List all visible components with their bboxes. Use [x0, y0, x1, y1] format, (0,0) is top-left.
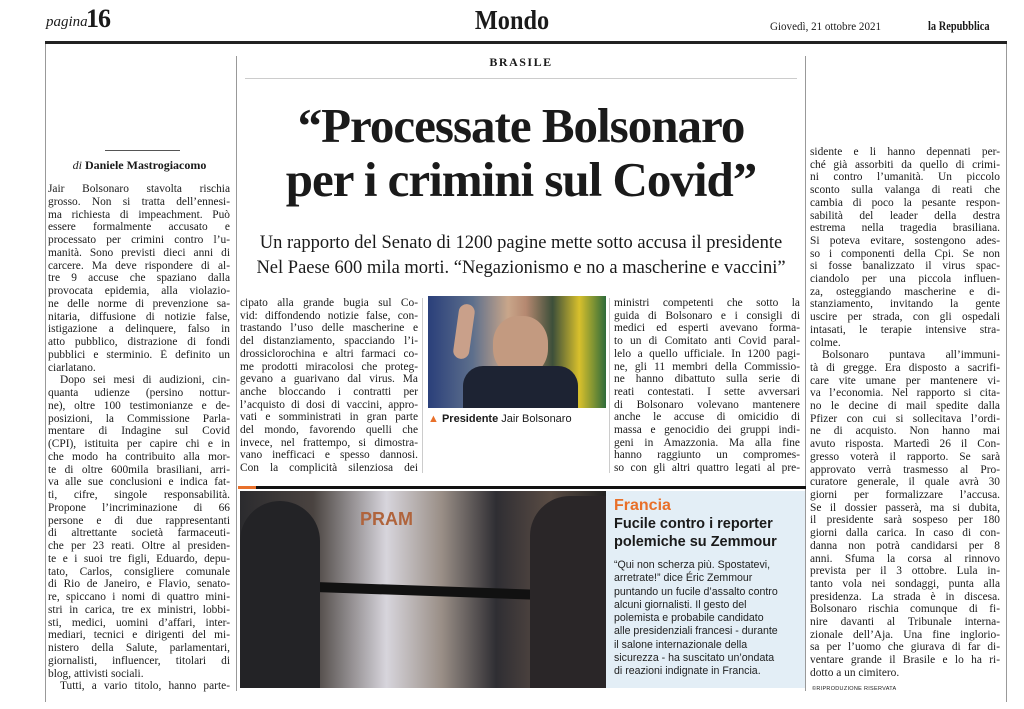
text-line: ne), oltre 100 testimonianze e de-	[48, 399, 230, 412]
bolsonaro-photo	[428, 296, 606, 408]
text-line: posizioni, la Commissione Parla-	[48, 412, 230, 425]
article-kicker: BRASILE	[489, 55, 553, 69]
text-line: so i componenti della Cpi. Se non	[810, 247, 1000, 260]
text-line: to un di Comitato anti Covid paral-	[614, 335, 800, 348]
text-line: te e i suoi tre figli, Eduardo, depu-	[48, 552, 230, 565]
text-line: mediari, tecnici e dirigenti del mi-	[48, 629, 230, 642]
suit-shape	[463, 366, 578, 408]
triangle-icon: ▲	[428, 413, 439, 425]
kicker-rule	[245, 78, 797, 79]
text-line: invece, nel frattempo, si dimostra-	[240, 436, 418, 449]
text-line: ministri competenti che sotto la	[614, 297, 800, 309]
text-line: colme.	[810, 336, 841, 349]
text-line: Se il dossier passerà, ma si dubita,	[810, 501, 1000, 514]
text-line: trastando l’uso delle mascherine e	[240, 322, 418, 335]
text-line: nire davanti al Tribunale interna-	[810, 616, 1000, 629]
text-line: massa e genocidio dei gruppi indi-	[614, 424, 800, 437]
box-kicker: Francia	[614, 497, 671, 514]
text-line: Dopo sei mesi di audizioni, cin-	[60, 374, 230, 387]
text-line: Bolsonaro rischia comunque di fi-	[810, 603, 1000, 616]
newspaper-logo: la Repubblica	[928, 18, 990, 33]
author-name: Daniele Mastrogiacomo	[84, 158, 207, 172]
subtitle-line: Nel Paese 600 mila morti. “Negazionismo e no a mascherine e vaccini”	[256, 258, 786, 278]
photo-caption	[428, 413, 572, 425]
text-line: intasati, le terapie intensive stra-	[810, 323, 1000, 336]
text-line: me prodotti miracolosi che proteg-	[240, 360, 418, 373]
text-line: ché già assorbiti da quello di crimi-	[810, 158, 1000, 171]
box-body	[614, 559, 797, 679]
text-line: va alle sue conclusioni e indica fat-	[48, 476, 230, 489]
text-line: sconto sulla valanga di reati che	[810, 184, 1000, 197]
text-line: stanziamento, invitando la gente	[810, 298, 1000, 311]
text-line: vid: diffondendo notizie false, con-	[240, 309, 418, 322]
text-line: ciarlatano.	[48, 361, 96, 374]
text-line: no le decine di mail spedite dalla	[810, 400, 1000, 413]
text-line: di Rio de Janeiro, e Flavio, senato-	[48, 578, 230, 591]
text-line: dotto a un cimitero.	[810, 666, 900, 679]
text-line: medici ed esperti avevano forma-	[614, 322, 800, 335]
text-line: gevano a guarivano dal virus. Ma	[240, 373, 418, 386]
text-line: anni. Sfuma la corsa al rinnovo	[810, 552, 1000, 565]
copyright-notice: ©RIPRODUZIONE RISERVATA	[812, 686, 897, 692]
caption-label: Presidente	[441, 413, 499, 425]
page-right-border	[1006, 44, 1007, 702]
text-line: curatore generale, il quale avrà 30	[810, 476, 1000, 489]
text-line: uscire per strada, con gli ospedali	[810, 311, 1000, 324]
article-column	[48, 183, 230, 693]
text-line: ne, gli 11 membri della Commissio-	[614, 360, 800, 373]
headline-line: per i crimini sul Covid”	[285, 152, 757, 207]
text-line: zionale dell’Aja. Una fine inglorio-	[810, 628, 1000, 641]
headline-line: “Processate Bolsonaro	[297, 98, 745, 153]
byline-prefix: di	[72, 158, 82, 172]
text-line: tre 9 accuse che spaziano dalla	[48, 272, 230, 285]
text-line: carcere. Ma deve rispondere di al-	[48, 259, 230, 272]
subtitle-line: Un rapporto del Senato di 1200 pagine mette sotto accusa il presidente	[259, 233, 783, 253]
text-line: geni in Amazzonia. Ma alla fine	[614, 436, 800, 449]
text-line: ne delle norme di prevenzione sa-	[48, 297, 230, 310]
hand-shape	[452, 303, 475, 360]
text-line: provocata epidemia, alla violazio-	[48, 285, 230, 297]
text-line: Con la complicità silenziosa dei	[240, 462, 418, 475]
box-text-line: arretrate!” dice Éric Zemmour	[614, 572, 753, 585]
text-line: ti, cifre, singole responsabilità.	[48, 489, 230, 501]
text-line: tanto vola nei sondaggi, punta alla	[810, 577, 1000, 590]
text-line: quanta udienze (persino nottur-	[48, 387, 230, 399]
text-line: manità. Sono previsti dieci anni di	[48, 246, 230, 259]
text-line: cipato alla grande bugia sul Co-	[240, 297, 418, 309]
text-line: grosso. Non si tratta dell’ennesi-	[48, 195, 230, 208]
header-rule	[45, 41, 1007, 44]
text-line: istigazione a delinquere, falso in	[48, 323, 230, 336]
text-line: vati e somministrati in gran parte	[240, 411, 418, 424]
francia-sidebar-box	[606, 491, 805, 688]
text-line: va l’economia. Nel rapporto si cita-	[810, 387, 1000, 400]
text-line: ventare grande il Brasile e lo ha ri-	[810, 654, 1000, 667]
text-line: anche le accuse di omicidio di	[614, 411, 800, 424]
photo-sign: PRAM	[360, 509, 413, 529]
text-line: mentare di Indagine sul Covid	[48, 425, 230, 438]
byline-rule	[105, 150, 180, 151]
box-text-line: “Qui non scherza più. Spostatevi,	[614, 559, 771, 571]
issue-date: Giovedì, 21 ottobre 2021	[770, 19, 882, 33]
text-line: il presidente sarà sospeso per 180	[810, 514, 1000, 527]
zemmour-photo	[240, 491, 606, 688]
box-text-line: il salone internazionale della	[614, 638, 748, 651]
box-text-line: sicurezza - ha suscitato un’ondata	[614, 652, 775, 665]
box-title-line: Fucile contro i reporter	[614, 516, 773, 532]
text-line: si fosse banalizzato il virus spac-	[810, 260, 1000, 273]
text-line: ne di acquisto. Non hanno mai	[810, 425, 1000, 438]
text-line: persone e di due rappresentanti	[48, 514, 230, 527]
text-line: sa per l’uomo che giurava di far di-	[810, 641, 1000, 654]
caption-name: Jair Bolsonaro	[501, 413, 572, 425]
text-line: cambia di poco la pesante respon-	[810, 196, 1000, 209]
text-line: pubblici e sterminio. È definito un	[48, 348, 230, 361]
text-line: prevista per il 3 ottobre. Lula in-	[810, 565, 1000, 578]
page-left-border	[45, 44, 46, 702]
text-line: del distanziamento, spacciando l’i-	[240, 335, 418, 348]
text-line: ni contro l’umanità. Un piccolo	[810, 171, 1000, 184]
text-line: del mondo, favorendo quelli che	[240, 424, 418, 437]
person-shape	[240, 501, 320, 688]
text-line: ma richiesta di impeachment. Può	[48, 208, 230, 221]
text-line: blog, attivisti sociali.	[48, 667, 144, 680]
text-line: giorni per formalizzare l’accusa.	[810, 488, 1000, 501]
text-line: vano inefficaci e spesso dannosi.	[240, 449, 418, 462]
text-line: sabilità del leader della destra	[810, 209, 1000, 222]
text-line: guida di Bolsonaro e i consigli di	[614, 309, 800, 322]
text-line: l’acquisto di dosi di vaccini, appro-	[240, 398, 418, 411]
text-line: tà di gregge. Era disposto a sacrifi-	[810, 361, 1000, 374]
box-accent-mark	[238, 486, 256, 489]
text-line: lelo a quello ufficiale. In 1200 pagi-	[614, 347, 800, 360]
section-title: Mondo	[474, 5, 550, 35]
text-line: Bolsonaro puntava all’immuni-	[822, 349, 1000, 362]
article-column	[614, 297, 800, 475]
text-line: re, spiccano i nomi di quattro mini-	[48, 591, 230, 603]
box-text-line: di reazioni indignate in Francia.	[614, 665, 761, 678]
text-line: sti, medici, uomini d’affari, inter-	[48, 616, 230, 629]
text-line: gresso voterà il rapporto. Se sarà	[810, 450, 1000, 463]
text-line: giornalisti, influencer, titolari di	[48, 654, 230, 667]
text-line: danna non potrà candidarsi per 8	[810, 539, 1000, 552]
column-rule	[422, 298, 423, 473]
person-shape	[530, 496, 606, 688]
article-column	[240, 297, 418, 475]
box-text-line: polemista e probabile candidato	[614, 612, 764, 625]
text-line: Propone l’incriminazione di 66	[48, 501, 230, 514]
page-label: pagina	[46, 14, 88, 30]
text-line: approvato verrà trasmesso al Pro-	[810, 463, 1000, 476]
text-line: Pfizer con cui si sollecitava l’ordi-	[810, 412, 1000, 425]
text-line: tato, Carlos, consigliere comunale	[48, 565, 230, 578]
text-line: Jair Bolsonaro stavolta rischia	[48, 183, 230, 195]
text-line: che per 23 reati. Oltre al presiden-	[48, 540, 230, 552]
text-line: Si poteva evitare, sostengono ades-	[810, 234, 1000, 247]
text-line: sidente e li hanno depennati per-	[810, 146, 1000, 158]
text-line: di altrettante società farmaceuti-	[48, 527, 230, 540]
box-title-line: polemiche su Zemmour	[614, 534, 777, 550]
box-text-line: alcuni giornalisti. Il gesto del	[614, 598, 747, 611]
text-line: di Bolsonaro volevano mantenere	[614, 398, 800, 411]
text-line: reati contestati. I sette avversari	[614, 385, 800, 398]
box-top-rule	[238, 486, 806, 489]
text-line: presidenza. La strada è in discesa.	[810, 590, 1000, 603]
article-column	[810, 146, 1000, 680]
text-line: care vite umane per mantenere vi-	[810, 374, 1000, 387]
byline	[47, 158, 232, 173]
text-line: so con gli altri quattro legati al pre-	[614, 462, 800, 475]
text-line: te di oltre 600mila brasiliani, arri-	[48, 463, 230, 476]
text-line: processato per crimini contro l’u-	[48, 234, 230, 246]
text-line: giorni dalla carica. In caso di con-	[810, 527, 1000, 540]
text-line: hanno raggiunto un compromes-	[614, 449, 800, 462]
page-number: 16	[86, 4, 110, 33]
text-line: (CPI), istituita per capire chi e in	[48, 438, 230, 450]
box-text-line: alle presidenziali francesi - durante	[614, 625, 778, 638]
text-line: Tutti, a vario titolo, hanno parte-	[60, 680, 230, 693]
text-line: essere formalmente accusato e	[48, 221, 230, 234]
text-line: anche bloccando i contratti per	[240, 385, 418, 398]
text-line: ne hanno dibattuto sulla serie di	[614, 373, 800, 386]
column-rule	[609, 298, 610, 473]
text-line: estrema nella tragedia brasiliana.	[810, 222, 1000, 235]
text-line: za, osteggiando mascherine e di-	[810, 285, 1000, 298]
text-line: atto pubblico, distrazione di fondi	[48, 336, 230, 348]
box-text-line: puntando un fucile d’assalto contro	[614, 585, 778, 598]
text-line: stri in carica, tre ex ministri, lobbi-	[48, 603, 230, 616]
text-line: nitaria, diffusione di notizie false,	[48, 310, 230, 323]
text-line: avuto risposta. Martedì 26 il Con-	[810, 438, 1000, 451]
text-line: drossiclorochina e altri farmaci co-	[240, 347, 418, 360]
text-line: che modo ha contribuito alla mor-	[48, 450, 230, 463]
text-line: nistero della Salute, parlamentari,	[48, 642, 230, 654]
text-line: ciandolo per una piccola influen-	[810, 273, 1000, 286]
